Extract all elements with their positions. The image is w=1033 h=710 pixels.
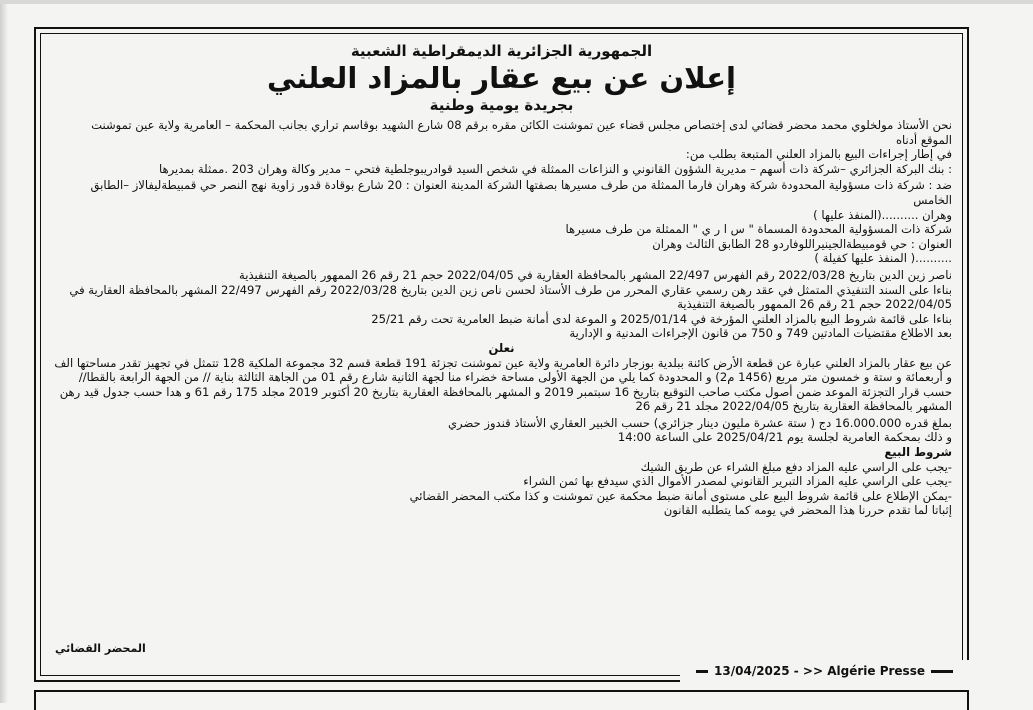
announcement-title: إعلان عن بيع عقار بالمزاد العلني bbox=[267, 61, 736, 95]
footer-bar-left bbox=[696, 670, 708, 673]
session-paragraph: و ذلك بمحكمة العامرية لجلسة يوم 2025/04/21 على الساعة 14:00 bbox=[617, 430, 952, 445]
against-guarantor-note: ..........( المنفذ عليها كفيلة ) bbox=[814, 251, 952, 266]
against-address: العنوان : حي قومبيطةالجينيراللوفاردو 28 الطابق الثالث وهران bbox=[652, 236, 952, 251]
footer-text: 13/04/2025 - >> Algérie Presse bbox=[714, 664, 925, 678]
condition-item: -يجب على الراسي عليه المزاد دفع مبلغ الشراء عن طريق الشيك bbox=[640, 459, 952, 474]
announcement-body bbox=[51, 118, 952, 518]
footer-source bbox=[680, 660, 969, 682]
against-guarantor: شركة ذات المسؤولية المحدودة المسماة " س ا ر ي " الممثلة من طرف مسيرها bbox=[565, 222, 952, 237]
intro-signed: الموقع أدناه bbox=[895, 132, 952, 147]
basis-paragraph-4: بعد الاطلاع مقتضيات المادتين 749 و 750 من قانون الإجراءات المدنية و الإدارية bbox=[569, 326, 952, 341]
price-paragraph: بملغ قدره 16.000.000 دج ( ستة عشرة مليون دينار جزائري) حسب الخبير العقاري الأستاذ قندوز حضري bbox=[447, 415, 952, 430]
against-city: وهران ..........(المنفذ عليها ) bbox=[813, 207, 952, 222]
announce-heading: نعلن bbox=[488, 340, 515, 355]
basis-paragraph-3: بناءا على قائمة شروط البيع بالمزاد العلني المؤرخة في 2025/01/14 و الموعة لدى أمانة ضبط العامرية تحت رقم 25/21 bbox=[371, 311, 952, 326]
top-rule bbox=[0, 0, 1033, 4]
scan-left-edge bbox=[0, 0, 8, 703]
intro-context: في إطار إجراءات البيع بالمزاد العلني المتبعة بطلب من: bbox=[685, 147, 952, 162]
conditions-heading: شروط البيع bbox=[884, 445, 952, 460]
intro-paragraph: نحن الأستاذ مولخلوي محمد محضر قضائي لدى إختصاص مجلس قضاء عين تموشنت الكائن مقره برقم 08 شارع الشهيد بوقاسم تراري بجانب المحكمة – العامرية ولاية عين تموشنت bbox=[91, 118, 952, 132]
basis-paragraph-2: بناءا على السند التنفيذي المتمثل في عقد رهن رسمي عقاري المحرر من طرف الأستاذ لحسن ناص زين الدين بتاريخ 2022/03/28 رقم الفهرس 22/497 المشهر بالمحافظة العقارية في 2022/04/05 حجم 21 رقم 26 الممهور بالصيغة التنفيذية bbox=[69, 282, 952, 312]
basis-paragraph-1: ناصر زين الدين بتاريخ 2022/03/28 رقم الفهرس 22/497 المشهر بالمحافظة العقارية في 2022/04/05 حجم 21 رقم 26 الممهور بالصيغة التنفيذية bbox=[239, 267, 952, 282]
footer-bar-right bbox=[931, 670, 953, 673]
announcement bbox=[40, 33, 963, 676]
announcement-subtitle: بجريدة يومية وطنية bbox=[429, 96, 574, 114]
property-paragraph: عن بيع عقار بالمزاد العلني عبارة عن قطعة الأرض كائنة ببلدية بوزجار دائرة العامرية ولاية عين تموشنت تجزئة 191 قطعة قسم 32 مجموعة الملكية 128 تتمثل في تجهيز تقدر مساحتها الف و أربعمائة و ستة و خمسون متر مربع (1456 م2) و المحدودة كما يلي من الجهة الأولى مساحة خضراء منا لجهة الثانية شارع رقم 01 من الجاهة الثالثة بناية // من الجهة الرابعة بالقطا// حسب قرار التجزئة الموعد ضمن أصول مكتب صاحب التوقيع بتاريخ 16 سبتمبر 2019 و المشهر بالمحافظة العقارية بتاريخ 20 أكتوبر 2019 مجلد 175 رقم 61 و هدا حسب جدول قيد رهن المشهر بالمحافظة العقارية بتاريخ 2022/04/05 مجلد 21 رقم 26 bbox=[54, 355, 952, 414]
condition-item: -يمكن الإطلاع على قائمة شروط البيع على مستوى أمانة ضبط محكمة عين تموشنت و كذا مكتب المحضر القضائي bbox=[409, 488, 952, 503]
against-paragraph: ضد : شركة ذات مسؤولية المحدودة شركة وهران فارما الممثلة من طرف مسيرها بصفتها الشركة المدينة العنوان : 20 شارع بوقادة قدور زاوية نهج النصر حي قمبيطةليفالاز –الطابق الخامس bbox=[90, 178, 952, 207]
signature-label: المحضر القضائي bbox=[55, 642, 146, 655]
closing-paragraph: إثباتا لما تقدم حررنا هذا المحضر في يومه كما يتطلبه القانون bbox=[663, 503, 952, 518]
condition-item: -يجب على الراسي عليه المزاد التبرير القانوني لمصدر الأموال الذي سيدفع بها ثمن الشراء bbox=[523, 474, 952, 489]
requester-paragraph: : بنك البركة الجزائري –شركة ذات أسهم – مديرية الشؤون القانوني و النزاعات الممثلة في شخص السيد قوادريبوجلطية فتحي – مدير وكالة وهران 203 .ممثلة بمديرها bbox=[158, 161, 952, 176]
republic-heading: الجمهورية الجزائرية الديمقراطية الشعبية bbox=[350, 42, 653, 60]
next-announcement-frame bbox=[34, 690, 969, 710]
announcement-header bbox=[51, 42, 952, 114]
